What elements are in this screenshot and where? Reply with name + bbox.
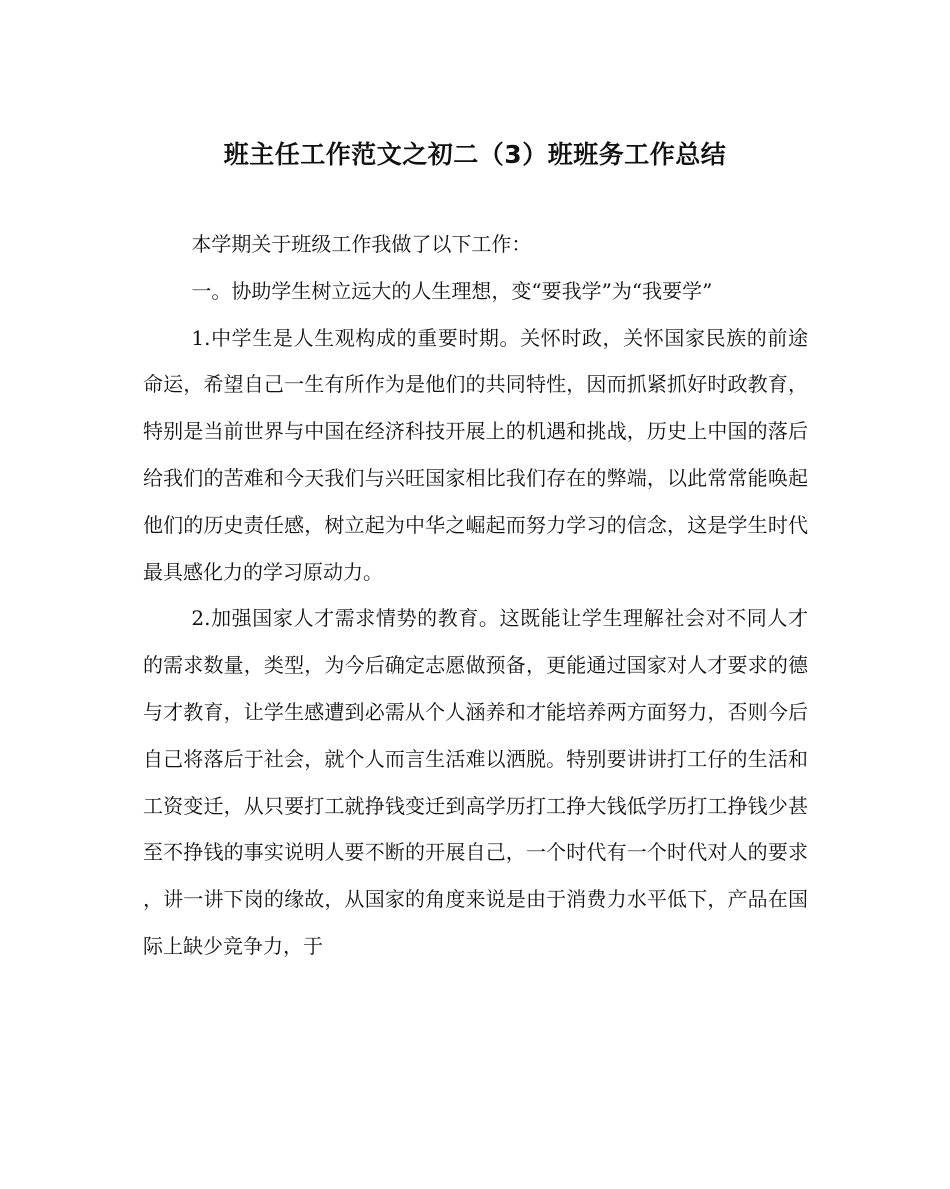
paragraph-point-2: 2.加强国家人才需求情势的教育。这既能让学生理解社会对不同人才的需求数量，类型，为今后确定志愿做预备，更能通过国家对人才要求的德与才教育，让学生感遭到必需从个人涵养和才能培养两方面努力，否则今后自己将落后于社会，就个人而言生活难以洒脱。特别要讲讲打工仔的生活和工资变迁，从只要打工就挣钱变迁到高学历打工挣大钱低学历打工挣钱少甚至不挣钱的事实说明人要不断的开展自己，一个时代有一个时代对人的要求，讲一讲下岗的缘故，从国家的角度来说是由于消费力水平低下，产品在国际上缺少竞争力，于 — [143, 606, 808, 958]
paragraph-intro: 本学期关于班级工作我做了以下工作： — [191, 232, 532, 256]
paragraph-point-1: 1.中学生是人生观构成的重要时期。关怀时政，关怀国家民族的前途命运，希望自己一生有所作为是他们的共同特性，因而抓紧抓好时政教育，特别是当前世界与中国在经济科技开展上的机遇和挑战，历史上中国的落后给我们的苦难和今天我们与兴旺国家相比我们存在的弊端，以此常常能唤起他们的历史责任感，树立起为中华之崛起而努力学习的信念，这是学生时代最具感化力的学习原动力。 — [143, 325, 808, 584]
document-title: 班主任工作范文之初二（3）班班务工作总结 — [223, 140, 727, 169]
paragraph-section-heading: 一。协助学生树立远大的人生理想，变“要我学”为“我要学” — [191, 278, 713, 303]
document-body — [143, 221, 808, 970]
